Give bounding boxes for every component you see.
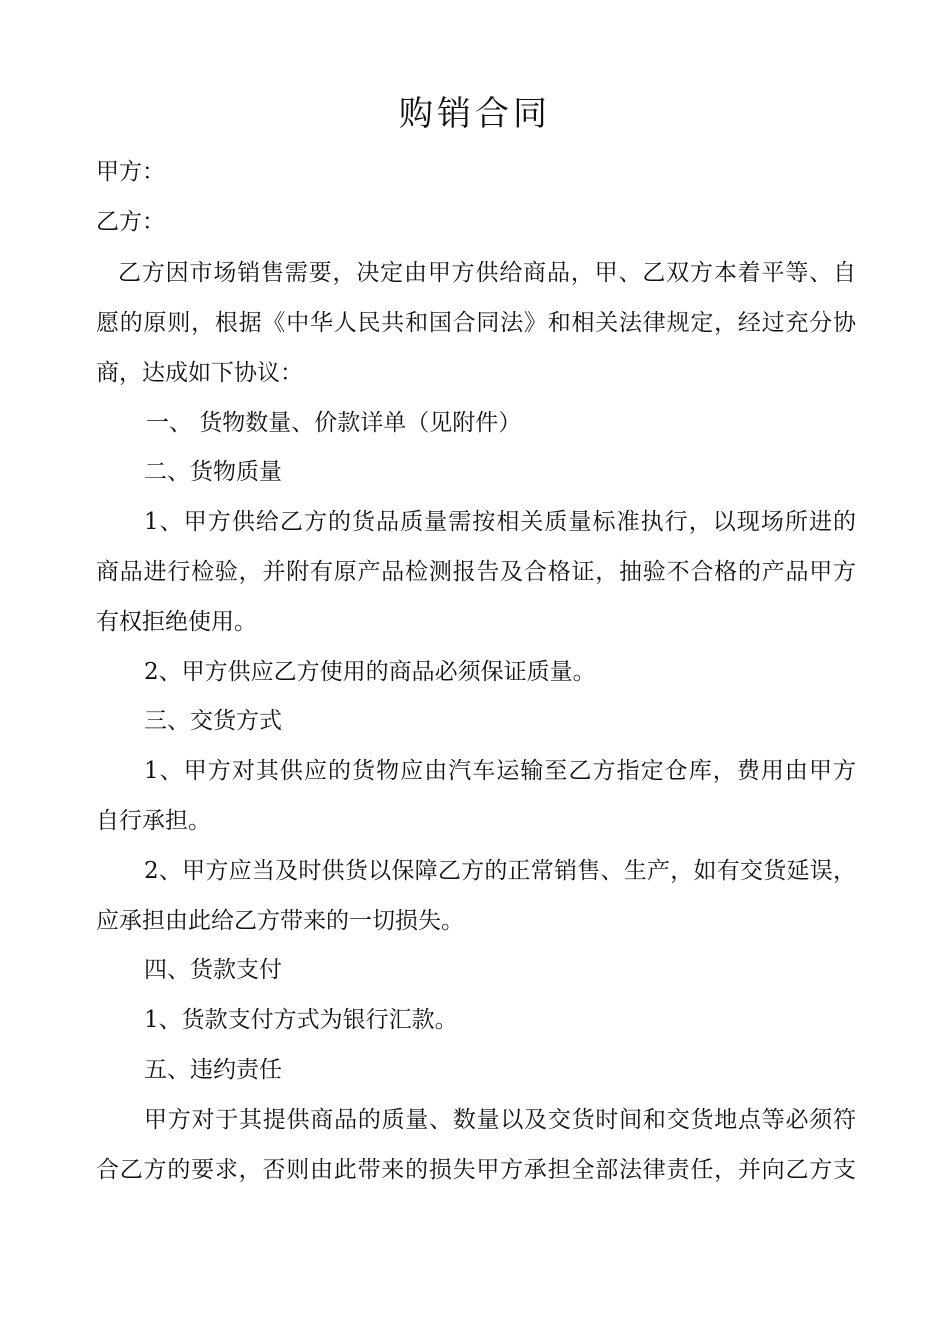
section-1-heading: 一、 货物数量、价款详单（见附件）	[146, 410, 522, 436]
party-a-label: 甲方：	[96, 159, 165, 185]
clause-3-1-line-2: 自行承担。	[96, 808, 211, 834]
clause-2-1-line-3: 有权拒绝使用。	[96, 609, 257, 635]
clause-5-line-2: 合乙方的要求，否则由此带来的损失甲方承担全部法律责任，并向乙方支	[96, 1157, 856, 1183]
section-4-heading: 四、货款支付	[144, 957, 282, 983]
section-5-heading: 五、违约责任	[144, 1057, 282, 1083]
document-title: 购销合同	[399, 94, 551, 134]
clause-3-1-line-1: 1、甲方对其供应的货物应由汽车运输至乙方指定仓库，费用由甲方	[144, 758, 856, 784]
preamble-line-3: 商，达成如下协议：	[96, 360, 303, 386]
clause-3-2-line-2: 应承担由此给乙方带来的一切损失。	[96, 908, 464, 934]
section-2-heading: 二、货物质量	[144, 459, 282, 485]
clause-3-2-line-1: 2、甲方应当及时供货以保障乙方的正常销售、生产，如有交货延误，	[144, 858, 856, 884]
clause-4-1: 1、货款支付方式为银行汇款。	[144, 1007, 458, 1033]
clause-5-line-1: 甲方对于其提供商品的质量、数量以及交货时间和交货地点等必须符	[144, 1107, 856, 1133]
clause-2-1-line-2: 商品进行检验，并附有原产品检测报告及合格证，抽验不合格的产品甲方	[96, 559, 856, 585]
party-b-label: 乙方：	[96, 209, 165, 235]
clause-2-2: 2、甲方供应乙方使用的商品必须保证质量。	[144, 659, 596, 685]
clause-2-1-line-1: 1、甲方供给乙方的货品质量需按相关质量标准执行，以现场所进的	[144, 509, 856, 535]
section-3-heading: 三、交货方式	[144, 708, 282, 734]
preamble-line-1: 乙方因市场销售需要，决定由甲方供给商品，甲、乙双方本着平等、自	[118, 260, 856, 286]
preamble-line-2: 愿的原则，根据《中华人民共和国合同法》和相关法律规定，经过充分协	[96, 310, 856, 336]
